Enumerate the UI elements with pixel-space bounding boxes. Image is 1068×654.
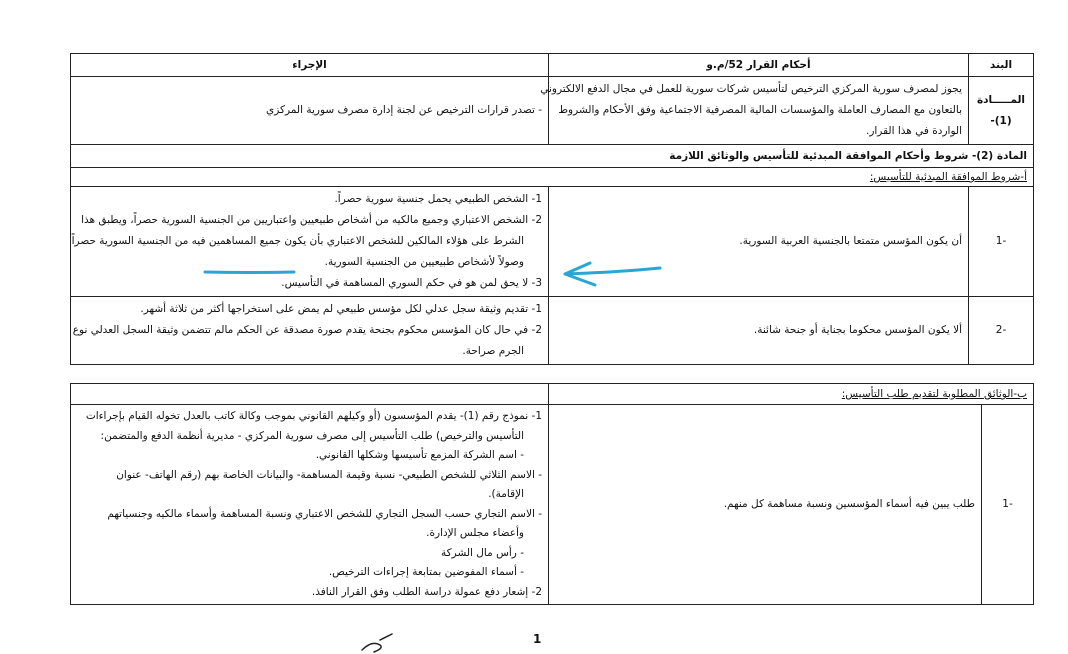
procedure-line: الشرط على هؤلاء المالكين للشخص الاعتباري بأن يكون جميع المساهمين فيه من الجنسية السورية حصراً [71,235,524,247]
procedure-line: 1- تقديم وثيقة سجل عدلي لكل مؤسس طبيعي لم يمض على استخراجها أكثر من ثلاثة أشهر. [140,303,542,315]
procedure-line: الجرم صراحة. [462,345,524,357]
procedure-line: الإقامة). [488,488,524,500]
article1-line: يجوز لمصرف سورية المركزي الترخيص لتأسيس شركات سورية للعمل في مجال الدفع الالكتروني [540,83,962,95]
documents-table [70,383,1034,605]
article2-title-row [71,145,1034,168]
condition-number: -2 [969,297,1034,365]
condition-text: ألا يكون المؤسس محكوما بجناية أو جنحة شائنة. [549,297,969,365]
procedure-line: - رأس مال الشركة [441,546,524,559]
procedure-line: - الاسم الثلاثي للشخص الطبيعي- نسبة وقيمة المساهمة- والبيانات الخاصة بهم (رقم الهاتف- عنوان [116,468,542,481]
section-a-row [71,168,1034,187]
article2-title: المادة (2)- شروط وأحكام الموافقة المبدئية للتأسيس والوثائق اللازمة [71,145,1034,168]
header-row [71,54,1034,77]
procedure-line: - الاسم التجاري حسب السجل التجاري للشخص الاعتباري ونسبة المساهمة وأسماء مالكيه وجنسياتهم [107,507,542,520]
condition-text: أن يكون المؤسس متمتعا بالجنسية العربية السورية. [549,187,969,297]
page-number: 1 [533,632,542,646]
header-procedure: الإجراء [71,54,549,77]
section-b-title: ب-الوثائق المطلوبة لتقديم طلب التأسيس: [549,384,1034,405]
article1-row [71,77,1034,145]
procedure-line: وأعضاء مجلس الإدارة. [426,527,524,539]
article1-text [540,77,969,145]
procedure-line: - اسم الشركة المزمع تأسيسها وشكلها القانوني. [315,449,524,461]
document-number: -1 [982,405,1034,605]
article1-line: بالتعاون مع المصارف العاملة والمؤسسات المالية المصرفية الاجتماعية وفق الأحكام والشروط [558,104,962,116]
signature-mark [362,634,392,652]
article1-procedure: - تصدر قرارات الترخيص عن لجنة إدارة مصرف سورية المركزي [71,77,549,145]
procedure-line: 2- إشعار دفع عمولة دراسة الطلب وفق القرار النافذ. [311,585,542,598]
condition-row-2 [71,297,1034,365]
header-rulings: أحكام القرار 52/م.و [549,54,969,77]
document-row-1 [71,405,1034,605]
section-a-title: أ-شروط الموافقة المبدئية للتأسيس: [71,168,1034,187]
procedure-line: 2- الشخص الاعتباري وجميع مالكيه من أشخاص طبيعيين واعتباريين من الجنسية السورية حصراً، ويطبق هذا [81,214,542,226]
section-b-row [71,384,1034,405]
document-text: طلب يبين فيه أسماء المؤسسين ونسبة مساهمة كل منهم. [549,405,982,605]
article1-label: المـــــادة (1)- [969,77,1034,145]
procedure-line: 1- نموذج رقم (1)- يقدم المؤسسون (أو وكيلهم القانوني بموجب وكالة كاتب بالعدل تخوله القيام بإجراءات [85,410,542,422]
rulings-table [70,53,1034,365]
procedure-line: 2- في حال كان المؤسس محكوم بجنحة يقدم صورة مصدقة عن الحكم مالم تتضمن وثيقة السجل العدلي نوع [72,324,542,336]
condition-number: -1 [969,187,1034,297]
procedure-line: وصولاً لأشخاص طبيعيين من الجنسية السورية. [324,256,524,268]
section-b-empty [71,384,549,405]
condition-row-1 [71,187,1034,297]
procedure-line: التأسيس والترخيص) طلب التأسيس إلى مصرف سورية المركزي - مديرية أنظمة الدفع والمتضمن: [100,429,524,442]
procedure-line: - أسماء المفوضين بمتابعة إجراءات الترخيص. [328,566,524,578]
header-item: البند [969,54,1034,77]
procedure-line: 1- الشخص الطبيعي يحمل جنسية سورية حصراً. [334,193,542,205]
procedure-line: 3- لا يحق لمن هو في حكم السوري المساهمة في التأسيس. [281,277,542,289]
document-procedure [71,405,549,605]
article1-line: الواردة في هذا القرار. [865,125,962,137]
condition-procedure [71,187,549,297]
condition-procedure [71,297,549,365]
